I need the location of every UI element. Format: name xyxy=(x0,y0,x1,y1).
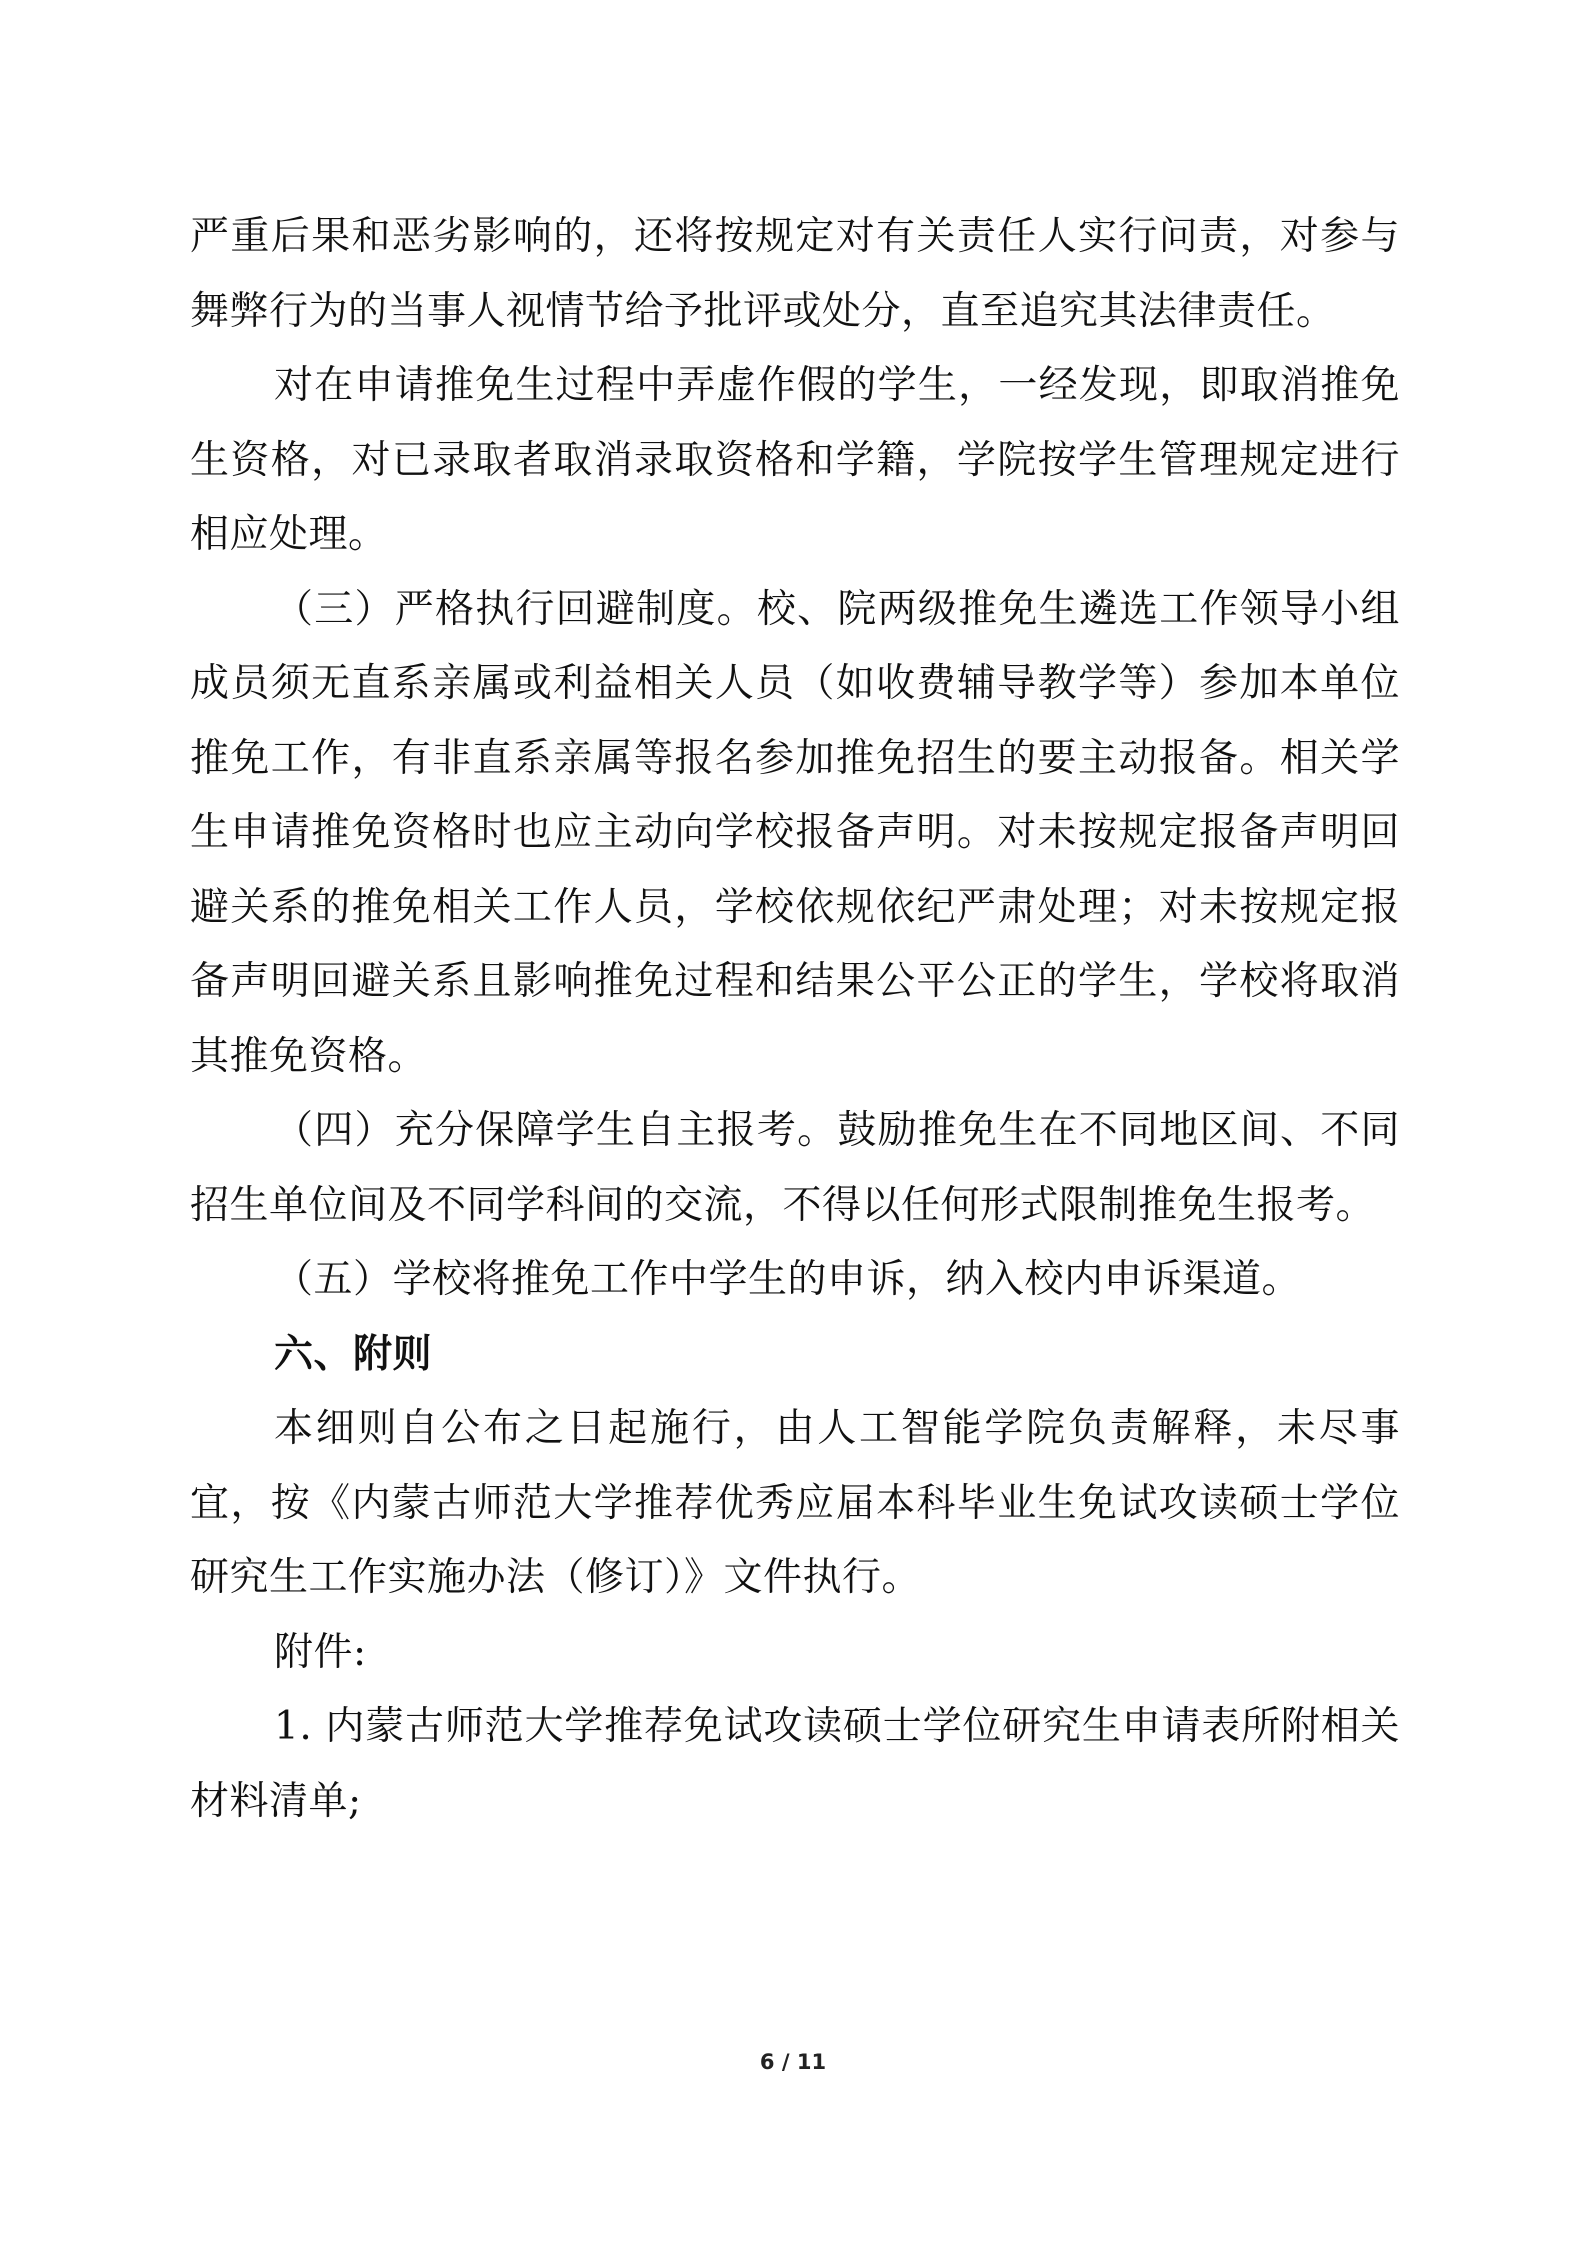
document-body xyxy=(190,200,1400,1839)
attachments-label: 附件: xyxy=(274,1629,367,1675)
paragraph-accountability: 严重后果和恶劣影响的，还将按规定对有关责任人实行问责，对参与舞弊行为的当事人视情节给予批评或处分，直至追究其法律责任。 xyxy=(190,214,1400,334)
section-heading-supplementary: 六、附则 xyxy=(274,1331,433,1377)
paragraph-effective-date: 本细则自公布之日起施行，由人工智能学院负责解释，未尽事宜，按《内蒙古师范大学推荐优秀应届本科毕业生免试攻读硕士学位研究生工作实施办法（修订）》文件执行。 xyxy=(190,1406,1400,1600)
paragraph-recusal-system: （三）严格执行回避制度。校、院两级推免生遴选工作领导小组成员须无直系亲属或利益相关人员（如收费辅导教学等）参加本单位推免工作，有非直系亲属等报名参加推免招生的要主动报备。相关学生申请推免资格时也应主动向学校报备声明。对未按规定报备声明回避关系的推免相关工作人员，学校依规依纪严肃处理；对未按规定报备声明回避关系且影响推免过程和结果公平公正的学生，学校将取消其推免资格。 xyxy=(190,586,1400,1079)
paragraph-fraud-penalty: 对在申请推免生过程中弄虚作假的学生，一经发现，即取消推免生资格，对已录取者取消录取资格和学籍，学院按学生管理规定进行相应处理。 xyxy=(190,363,1400,557)
paragraph-independent-application: （四）充分保障学生自主报考。鼓励推免生在不同地区间、不同招生单位间及不同学科间的交流，不得以任何形式限制推免生报考。 xyxy=(190,1108,1400,1228)
page-number: 6 / 11 xyxy=(759,2050,827,2074)
paragraph-appeals: （五）学校将推免工作中学生的申诉，纳入校内申诉渠道。 xyxy=(274,1257,1302,1302)
attachment-item-1: 1. 内蒙古师范大学推荐免试攻读硕士学位研究生申请表所附相关材料清单; xyxy=(190,1704,1400,1824)
